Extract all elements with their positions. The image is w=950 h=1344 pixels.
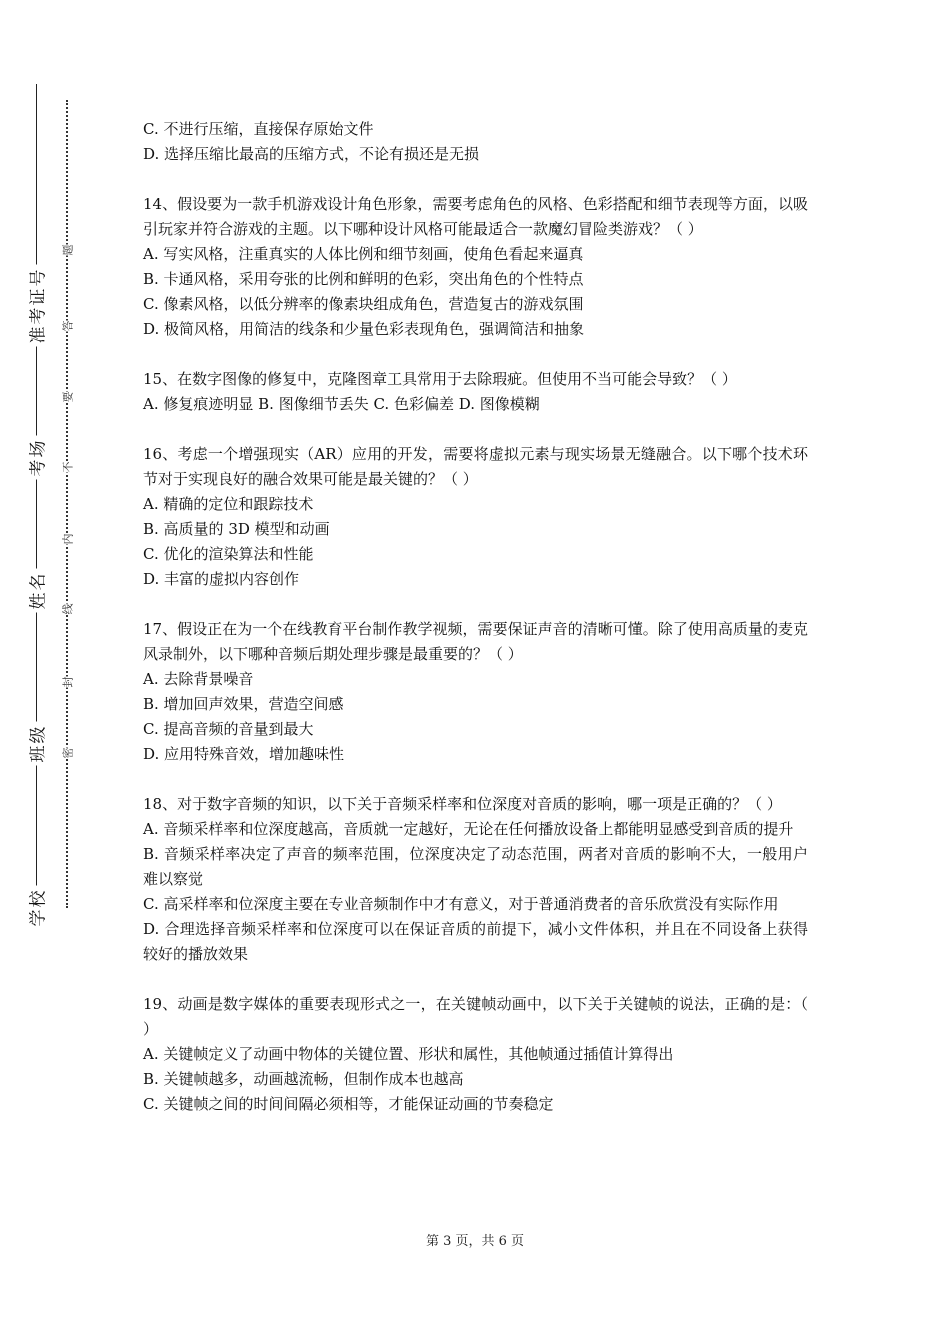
question-16-option-a: A. 精确的定位和跟踪技术 bbox=[143, 495, 314, 513]
question-19-option-c: C. 关键帧之间的时间间隔必须相等，才能保证动画的节奏稳定 bbox=[143, 1095, 554, 1113]
seal-char: 密 bbox=[56, 741, 78, 765]
question-19-option-a: A. 关键帧定义了动画中物体的关键位置、形状和属性，其他帧通过插值计算得出 bbox=[143, 1045, 674, 1063]
question-15-stem: 15、在数字图像的修复中，克隆图章工具常用于去除瑕疵。但使用不当可能会导致？（ ） bbox=[143, 370, 737, 388]
seal-char: 线 bbox=[56, 597, 78, 621]
question-18-option-c: C. 高采样率和位深度主要在专业音频制作中才有意义，对于普通消费者的音乐欣赏没有实际作用 bbox=[143, 895, 779, 913]
question-14-option-b: B. 卡通风格，采用夸张的比例和鲜明的色彩，突出角色的个性特点 bbox=[143, 270, 584, 288]
question-17-option-b: B. 增加回声效果，营造空间感 bbox=[143, 695, 344, 713]
page-footer: 第 3 页，共 6 页 bbox=[425, 1234, 525, 1249]
binding-solid-line bbox=[36, 84, 37, 920]
binding-dotted-line bbox=[66, 100, 68, 908]
question-19-stem: 19、动画是数字媒体的重要表现形式之一，在关键帧动画中，以下关于关键帧的说法，正确的是：（ ） bbox=[143, 995, 808, 1038]
question-14-option-a: A. 写实风格，注重真实的人体比例和细节刻画，使角色看起来逼真 bbox=[143, 245, 584, 263]
question-18-option-d: D. 合理选择音频采样率和位深度可以在保证音质的前提下，减小文件体积，并且在不同设备上获得较好的播放效果 bbox=[143, 920, 808, 963]
binding-label-name: 姓名 bbox=[20, 545, 52, 635]
seal-char: 题 bbox=[56, 238, 78, 262]
question-16-option-d: D. 丰富的虚拟内容创作 bbox=[143, 570, 300, 588]
question-14-option-c: C. 像素风格，以低分辨率的像素块组成角色，营造复古的游戏氛围 bbox=[143, 295, 584, 313]
question-16-stem: 16、考虑一个增强现实（AR）应用的开发，需要将虚拟元素与现实场景无缝融合。以下哪个技术环节对于实现良好的融合效果可能是最关键的？（ ） bbox=[143, 445, 808, 488]
question-18-option-b: B. 音频采样率决定了声音的频率范围，位深度决定了动态范围，两者对音质的影响不大，一般用户难以察觉 bbox=[143, 845, 808, 888]
question-19-option-b: B. 关键帧越多，动画越流畅，但制作成本也越高 bbox=[143, 1070, 464, 1088]
question-18-option-a: A. 音频采样率和位深度越高，音质就一定越好，无论在任何播放设备上都能明显感受到音质的提升 bbox=[143, 820, 794, 838]
question-18-stem: 18、对于数字音频的知识，以下关于音频采样率和位深度对音质的影响，哪一项是正确的？（ ） bbox=[143, 795, 782, 813]
question-16-option-b: B. 高质量的 3D 模型和动画 bbox=[143, 520, 330, 538]
prev-option-c: C. 不进行压缩，直接保存原始文件 bbox=[143, 120, 374, 138]
question-17-option-c: C. 提高音频的音量到最大 bbox=[143, 720, 314, 738]
binding-label-exam-number: 准考证号 bbox=[20, 260, 52, 350]
seal-char: 不 bbox=[56, 455, 78, 479]
question-17-option-d: D. 应用特殊音效，增加趣味性 bbox=[143, 745, 345, 763]
seal-char: 答 bbox=[56, 314, 78, 338]
seal-char: 要 bbox=[56, 385, 78, 409]
exam-content bbox=[143, 117, 808, 1117]
seal-char: 内 bbox=[56, 527, 78, 551]
binding-label-class: 班级 bbox=[20, 698, 52, 788]
question-14-option-d: D. 极简风格，用简洁的线条和少量色彩表现角色，强调简洁和抽象 bbox=[143, 320, 585, 338]
question-15-options: A. 修复痕迹明显 B. 图像细节丢失 C. 色彩偏差 D. 图像模糊 bbox=[143, 395, 540, 413]
question-17-stem: 17、假设正在为一个在线教育平台制作教学视频，需要保证声音的清晰可懂。除了使用高质量的麦克风录制外，以下哪种音频后期处理步骤是最重要的？（ ） bbox=[143, 620, 808, 663]
question-16-option-c: C. 优化的渲染算法和性能 bbox=[143, 545, 314, 563]
binding-label-school: 学校 bbox=[20, 862, 52, 952]
binding-label-exam-room: 考场 bbox=[20, 412, 52, 502]
seal-char: 封 bbox=[56, 670, 78, 694]
question-14-stem: 14、假设要为一款手机游戏设计角色形象，需要考虑角色的风格、色彩搭配和细节表现等方面，以吸引玩家并符合游戏的主题。以下哪种设计风格可能最适合一款魔幻冒险类游戏？（ ） bbox=[143, 195, 808, 238]
prev-option-d: D. 选择压缩比最高的压缩方式，不论有损还是无损 bbox=[143, 145, 480, 163]
binding-margin bbox=[0, 0, 110, 1344]
question-17-option-a: A. 去除背景噪音 bbox=[143, 670, 254, 688]
